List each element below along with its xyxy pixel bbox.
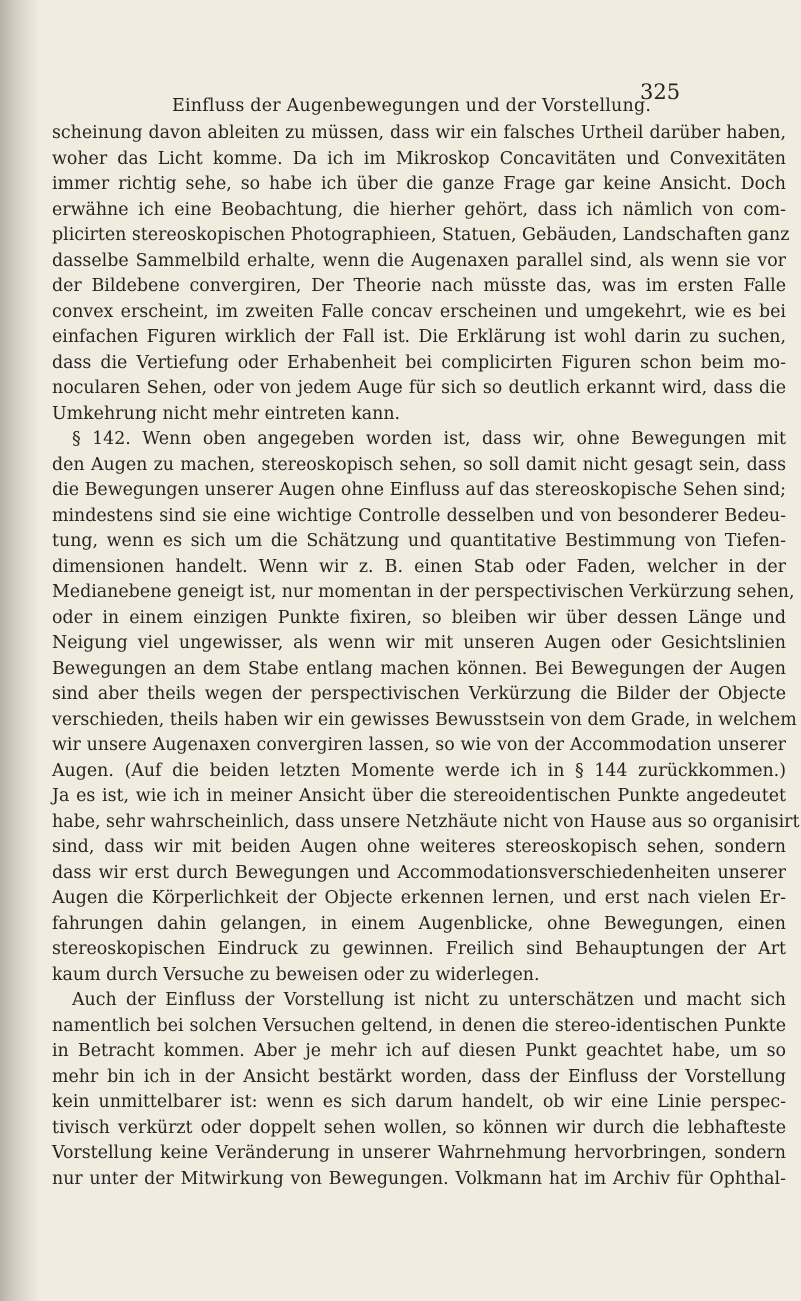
book-spine-shadow [0,0,38,1301]
page-header [52,80,786,120]
text-line: die Bewegungen unserer Augen ohne Einfluss auf das stereoskopische Sehen sind; [52,480,786,500]
text-line: woher das Licht komme. Da ich im Mikroskop Concavitäten und Convexitäten [52,148,786,169]
text-line: Bewegungen an dem Stabe entlang machen können. Bei Bewegungen der Augen [52,658,786,679]
text-line: Augen die Körperlichkeit der Objecte erkennen lernen, und erst nach vielen Er- [52,888,786,908]
text-line: sind aber theils wegen der perspectivischen Verkürzung die Bilder der Objecte [52,684,786,704]
text-line: Neigung viel ungewisser, als wenn wir mit unseren Augen oder Gesichtslinien [52,633,786,653]
page-body [52,121,800,1192]
section-142-first-line: § 142. Wenn oben angegeben worden ist, dass wir, ohne Bewegungen mit [72,429,786,449]
text-line: habe, sehr wahrscheinlich, dass unsere Netzhäute nicht von Hause aus so organisirt [52,811,800,832]
text-line: mehr bin ich in der Ansicht bestärkt worden, dass der Einfluss der Vorstellung [52,1066,786,1087]
text-line: scheinung davon ableiten zu müssen, dass wir ein falsches Urtheil darüber haben, [52,123,786,143]
text-line: namentlich bei solchen Versuchen geltend, in denen die stereo-identischen Punkte [52,1015,786,1036]
text-line: sind, dass wir mit beiden Augen ohne weiteres stereoskopisch sehen, sondern [52,837,786,857]
text-line: immer richtig sehe, so habe ich über die ganze Frage gar keine Ansicht. Doch [52,174,786,194]
text-line: verschieden, theils haben wir ein gewisses Bewusstsein von dem Grade, in welchem [52,709,797,730]
text-line: Vorstellung keine Veränderung in unserer Wahrnehmung hervorbringen, sondern [52,1143,786,1163]
text-line: convex erscheint, im zweiten Falle concav erscheinen und umgekehrt, wie es bei [52,301,786,322]
text-line: den Augen zu machen, stereoskopisch sehen, so soll damit nicht gesagt sein, dass [52,454,786,475]
text-line: Umkehrung nicht mehr eintreten kann. [52,403,401,424]
text-line: mindestens sind sie eine wichtige Controlle desselben und von besonderer Bedeu- [52,505,786,526]
book-page [52,80,800,1192]
text-line: Medianebene geneigt ist, nur momentan in der perspectivischen Verkürzung sehen, [52,582,795,602]
text-line: nur unter der Mitwirkung von Bewegungen. Volkmann hat im Archiv für Ophthal- [52,1168,786,1189]
text-line: tung, wenn es sich um die Schätzung und quantitative Bestimmung von Tiefen- [52,531,786,551]
text-line: wir unsere Augenaxen convergiren lassen, so wie von der Accommodation unserer [52,735,786,755]
text-line: Augen. (Auf die beiden letzten Momente werde ich in § 144 zurückkommen.) [52,760,786,781]
running-title: Einfluss der Augenbewegungen und der Vorstellung. [172,96,652,116]
text-line: kein unmittelbarer ist: wenn es sich darum handelt, ob wir eine Linie perspec- [52,1092,786,1112]
text-line: einfachen Figuren wirklich der Fall ist. Die Erklärung ist wohl darin zu suchen, [52,327,786,347]
text-line: oder in einem einzigen Punkte fixiren, so bleiben wir über dessen Länge und [52,607,786,628]
text-line: tivisch verkürzt oder doppelt sehen wollen, so können wir durch die lebhafteste [52,1117,786,1138]
text-line: Ja es ist, wie ich in meiner Ansicht über die stereoidentischen Punkte angedeutet [52,786,786,806]
text-line: in Betracht kommen. Aber je mehr ich auf diesen Punkt geachtet habe, um so [52,1041,786,1061]
text-line: nocularen Sehen, oder von jedem Auge für sich so deutlich erkannt wird, dass die [52,378,786,398]
text-line: erwähne ich eine Beobachtung, die hierher gehört, dass ich nämlich von com- [52,199,786,220]
text-line: kaum durch Versuche zu beweisen oder zu widerlegen. [52,964,540,985]
paragraph-first-line: Auch der Einfluss der Vorstellung ist nicht zu unterschätzen und macht sich [72,990,786,1010]
text-line: dimensionen handelt. Wenn wir z. B. einen Stab oder Faden, welcher in der [52,556,786,577]
text-line: dass wir erst durch Bewegungen und Accommodationsverschiedenheiten unserer [52,862,786,883]
text-line: dass die Vertiefung oder Erhabenheit bei complicirten Figuren schon beim mo- [52,352,786,373]
text-line: der Bildebene convergiren, Der Theorie nach müsste das, was im ersten Falle [52,276,786,296]
page-number: 325 [640,80,681,104]
text-line: plicirten stereoskopischen Photographieen, Statuen, Gebäuden, Landschaften ganz [52,225,790,245]
text-line: stereoskopischen Eindruck zu gewinnen. Freilich sind Behauptungen der Art [52,939,786,959]
text-line: fahrungen dahin gelangen, in einem Augenblicke, ohne Bewegungen, einen [52,913,786,934]
text-line: dasselbe Sammelbild erhalte, wenn die Augenaxen parallel sind, als wenn sie vor [52,250,786,271]
